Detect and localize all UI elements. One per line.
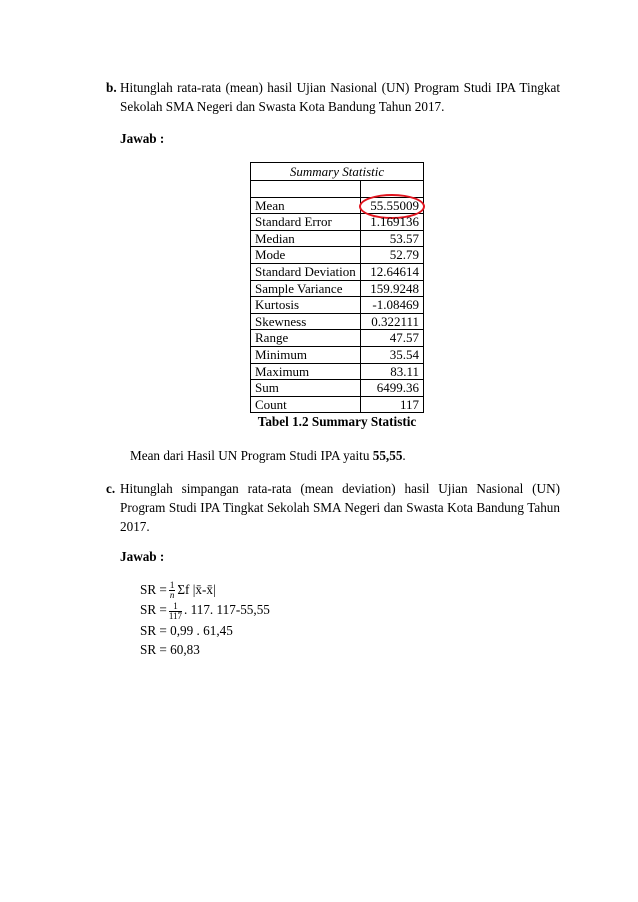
conclusion-value: 55,55 [372,448,403,463]
formula-lhs: SR = [140,582,167,597]
table-blank-cell [360,181,423,198]
table-row [251,363,424,380]
stat-label: Median [251,230,361,247]
stat-value: 83.11 [360,363,423,380]
stat-value: 117 [360,396,423,413]
stat-label: Sample Variance [251,280,361,297]
stat-label: Mode [251,247,361,264]
table-row [251,396,424,413]
formula-line-3: SR = 0,99 . 61,45 [140,622,233,638]
table-row [251,214,424,231]
stat-label: Range [251,330,361,347]
table-row [251,346,424,363]
question-b-text: Hitunglah rata-rata (mean) hasil Ujian Nasional (UN) Program Studi IPA Tingkat Sekolah SMA Negeri dan Swasta Kota Bandung Tahun 2017. [120,80,560,114]
formula-line-4: SR = 60,83 [140,641,200,657]
fraction [169,602,182,621]
table-caption: Tabel 1.2 Summary Statistic [257,414,417,430]
table-row [251,280,424,297]
question-c-text: Hitunglah simpangan rata-rata (mean deviation) hasil Ujian Nasional (UN) Program Studi IPA Tingkat Sekolah SMA Negeri dan Swasta Kota Bandung Tahun 2017. [120,481,560,534]
formula-rest: . 117. 117-55,55 [184,602,270,618]
stat-value: 1.169136 [360,214,423,231]
table-row [251,230,424,247]
table-row [251,313,424,330]
answer-b-label: Jawab : [120,131,165,146]
stat-label: Skewness [251,313,361,330]
stat-value: 35.54 [360,346,423,363]
formula-line-2 [140,600,270,620]
table-row [251,247,424,264]
question-b [106,78,560,116]
formula-block [140,580,270,659]
denominator: n [169,590,175,601]
stat-value: 55.55009 [360,197,423,214]
stat-value: -1.08469 [360,297,423,314]
question-c [106,479,560,536]
table-row [251,263,424,280]
stat-label: Sum [251,380,361,397]
stat-value: 6499.36 [360,380,423,397]
stat-label: Mean [251,197,361,214]
denominator: 117 [168,610,183,621]
table-title: Summary Statistic [251,163,424,181]
numerator: 1 [169,602,182,612]
stat-value: 12.64614 [360,263,423,280]
stat-label: Count [251,396,361,413]
numerator: 1 [169,580,175,591]
table-block [250,162,424,430]
table-blank-cell [251,181,361,198]
stat-value: 52.79 [360,247,423,264]
table-row [251,380,424,397]
conclusion-b [130,446,406,465]
conclusion-text: Mean dari Hasil UN Program Studi IPA yaitu [130,448,373,463]
conclusion-suffix: . [402,448,406,463]
formula-line-1 [140,580,270,600]
formula-lhs: SR = [140,602,167,618]
stat-value: 0.322111 [360,313,423,330]
stat-label: Standard Deviation [251,263,361,280]
stat-value: 159.9248 [360,280,423,297]
stat-label: Minimum [251,346,361,363]
stat-label: Kurtosis [251,297,361,314]
question-b-label: b. [106,80,117,95]
formula-rest: Σf |x̄-x̄| [177,582,216,597]
table-row [251,330,424,347]
question-c-label: c. [106,481,116,496]
summary-statistic-table [250,162,424,413]
stat-label: Standard Error [251,214,361,231]
stat-label: Maximum [251,363,361,380]
stat-value: 53.57 [360,230,423,247]
table-row [251,197,424,214]
table-row [251,297,424,314]
answer-c-label: Jawab : [120,549,165,564]
stat-value: 47.57 [360,330,423,347]
fraction [169,581,176,600]
